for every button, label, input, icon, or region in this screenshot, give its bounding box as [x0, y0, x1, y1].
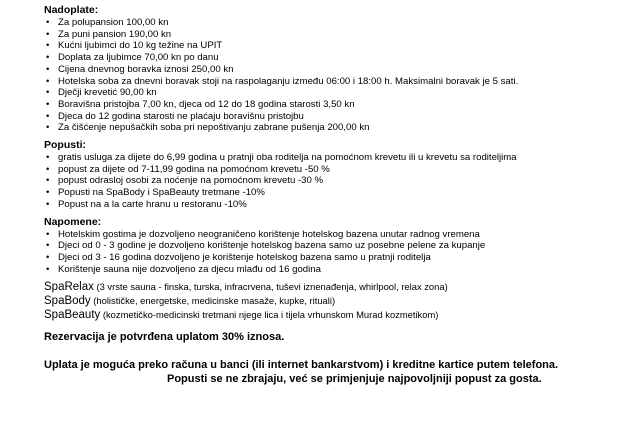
list-item — [44, 240, 634, 252]
list-item-text: Djeca do 12 godina starosti ne plaćaju boravišnu pristojbu — [58, 110, 304, 122]
list-item — [44, 40, 634, 52]
list-item-text: popust za dijete od 7-11,99 godina na pomoćnom krevetu -50 % — [58, 163, 330, 175]
bullet-icon: • — [46, 87, 50, 99]
list-item — [44, 252, 634, 264]
list-item — [44, 264, 634, 276]
bullet-icon: • — [46, 98, 50, 110]
nadoplate-heading: Nadoplate: — [44, 4, 99, 16]
payment-note: Uplata je moguća preko računa u banci (ili internet bankarstvom) i kreditne kartice putem telefona. — [44, 359, 559, 372]
list-item — [44, 175, 634, 187]
list-item-text: gratis usluga za dijete do 6,99 godina u pratnji oba roditelja na pomoćnom krevetu ili u krevetu sa roditeljima — [58, 152, 517, 164]
reservation-note: Rezervacija je potvrđena uplatom 30% iznosa. — [44, 331, 285, 344]
list-item — [44, 29, 634, 41]
list-item — [44, 64, 634, 76]
bullet-icon: • — [46, 198, 50, 210]
popusti-list — [44, 152, 634, 211]
list-item-text: Popust na a la carte hranu u restoranu -10% — [58, 198, 247, 210]
list-item — [44, 87, 634, 99]
price-info-document — [44, 4, 634, 386]
list-item — [44, 17, 634, 29]
popusti-heading: Popusti: — [44, 139, 86, 152]
bullet-icon: • — [46, 17, 50, 28]
list-item — [44, 152, 634, 164]
list-item-text: Korištenje sauna nije dozvoljeno za djecu mlađu od 16 godina — [58, 263, 321, 275]
spa-beauty-line — [44, 308, 634, 322]
napomene-list — [44, 229, 634, 276]
bullet-icon: • — [46, 75, 50, 87]
bullet-icon: • — [46, 63, 50, 75]
list-item-text: Hotelskim gostima je dozvoljeno neograničeno korištenje hotelskog bazena unutar radnog vremena — [58, 228, 480, 240]
bullet-icon: • — [46, 175, 50, 187]
list-item-text: Hotelska soba za dnevni boravak stoji na raspolaganju između 06:00 i 18:00 h. Maksimalni boravak je 5 sati. — [58, 75, 519, 87]
bullet-icon: • — [46, 187, 50, 199]
section-nadoplate — [44, 4, 634, 134]
bullet-icon: • — [46, 28, 50, 40]
bullet-icon: • — [46, 122, 50, 134]
list-item — [44, 229, 634, 241]
list-item-text: Djeci od 0 - 3 godine je dozvoljeno korištenje hotelskog bazena samo uz posebne pelene za kupanje — [58, 240, 486, 252]
list-item-text: popust odrasloj osobi za noćenje na pomoćnom krevetu -30 % — [58, 175, 324, 187]
list-item-text: Za puni pansion 190,00 kn — [58, 28, 172, 40]
spa-beauty-name: SpaBeauty — [44, 309, 101, 322]
bullet-icon: • — [46, 240, 50, 252]
list-item — [44, 199, 634, 211]
spa-body-name: SpaBody — [44, 295, 91, 308]
bullet-icon: • — [46, 40, 50, 52]
napomene-heading: Napomene: — [44, 215, 102, 228]
spa-section — [44, 280, 634, 322]
bullet-icon: • — [46, 152, 50, 164]
list-item-text: Kućni ljubimci do 10 kg težine na UPIT — [58, 40, 223, 52]
list-item-text: Za čišćenje nepušačkih soba pri nepoštivanju zabrane pušenja 200,00 kn — [58, 122, 370, 134]
bullet-icon: • — [46, 110, 50, 122]
list-item — [44, 187, 634, 199]
spa-relax-line — [44, 280, 634, 294]
spa-body-line — [44, 294, 634, 308]
list-item — [44, 76, 634, 88]
section-napomene — [44, 216, 634, 276]
bullet-icon: • — [46, 163, 50, 175]
list-item-text: Doplata za ljubimce 70,00 kn po danu — [58, 52, 219, 64]
discount-note: Popusti se ne zbrajaju, već se primjenjuje najpovoljniji popust za gosta. — [167, 373, 542, 386]
list-item — [44, 99, 634, 111]
list-item — [44, 52, 634, 64]
list-item-text: Dječji krevetić 90,00 kn — [58, 87, 157, 99]
bullet-icon: • — [46, 263, 50, 275]
list-item — [44, 122, 634, 134]
list-item — [44, 164, 634, 176]
bullet-icon: • — [46, 251, 50, 263]
list-item-text: Boravišna pristojba 7,00 kn, djeca od 12 do 18 godina starosti 3,50 kn — [58, 98, 355, 110]
nadoplate-list — [44, 17, 634, 134]
list-item-text: Djeci od 3 - 16 godina dozvoljeno je korištenje hotelskog bazena samo u pratnji roditelja — [58, 251, 431, 263]
spa-relax-desc: (3 vrste sauna - finska, turska, infracrvena, tuševi iznenađenja, whirlpool, relax zona) — [93, 281, 448, 293]
list-item-text: Cijena dnevnog boravka iznosi 250,00 kn — [58, 63, 234, 75]
spa-body-desc: (holističke, energetske, medicinske masaže, kupke, rituali) — [90, 295, 336, 307]
list-item — [44, 111, 634, 123]
list-item-text: Za polupansion 100,00 kn — [58, 17, 169, 28]
spa-relax-name: SpaRelax — [44, 281, 94, 294]
bullet-icon: • — [46, 52, 50, 64]
bullet-icon: • — [46, 228, 50, 240]
section-popusti — [44, 139, 634, 211]
spa-beauty-desc: (kozmetičko-medicinski tretmani njege lica i tijela vrhunskom Murad kozmetikom) — [100, 309, 439, 321]
list-item-text: Popusti na SpaBody i SpaBeauty tretmane -10% — [58, 187, 265, 199]
